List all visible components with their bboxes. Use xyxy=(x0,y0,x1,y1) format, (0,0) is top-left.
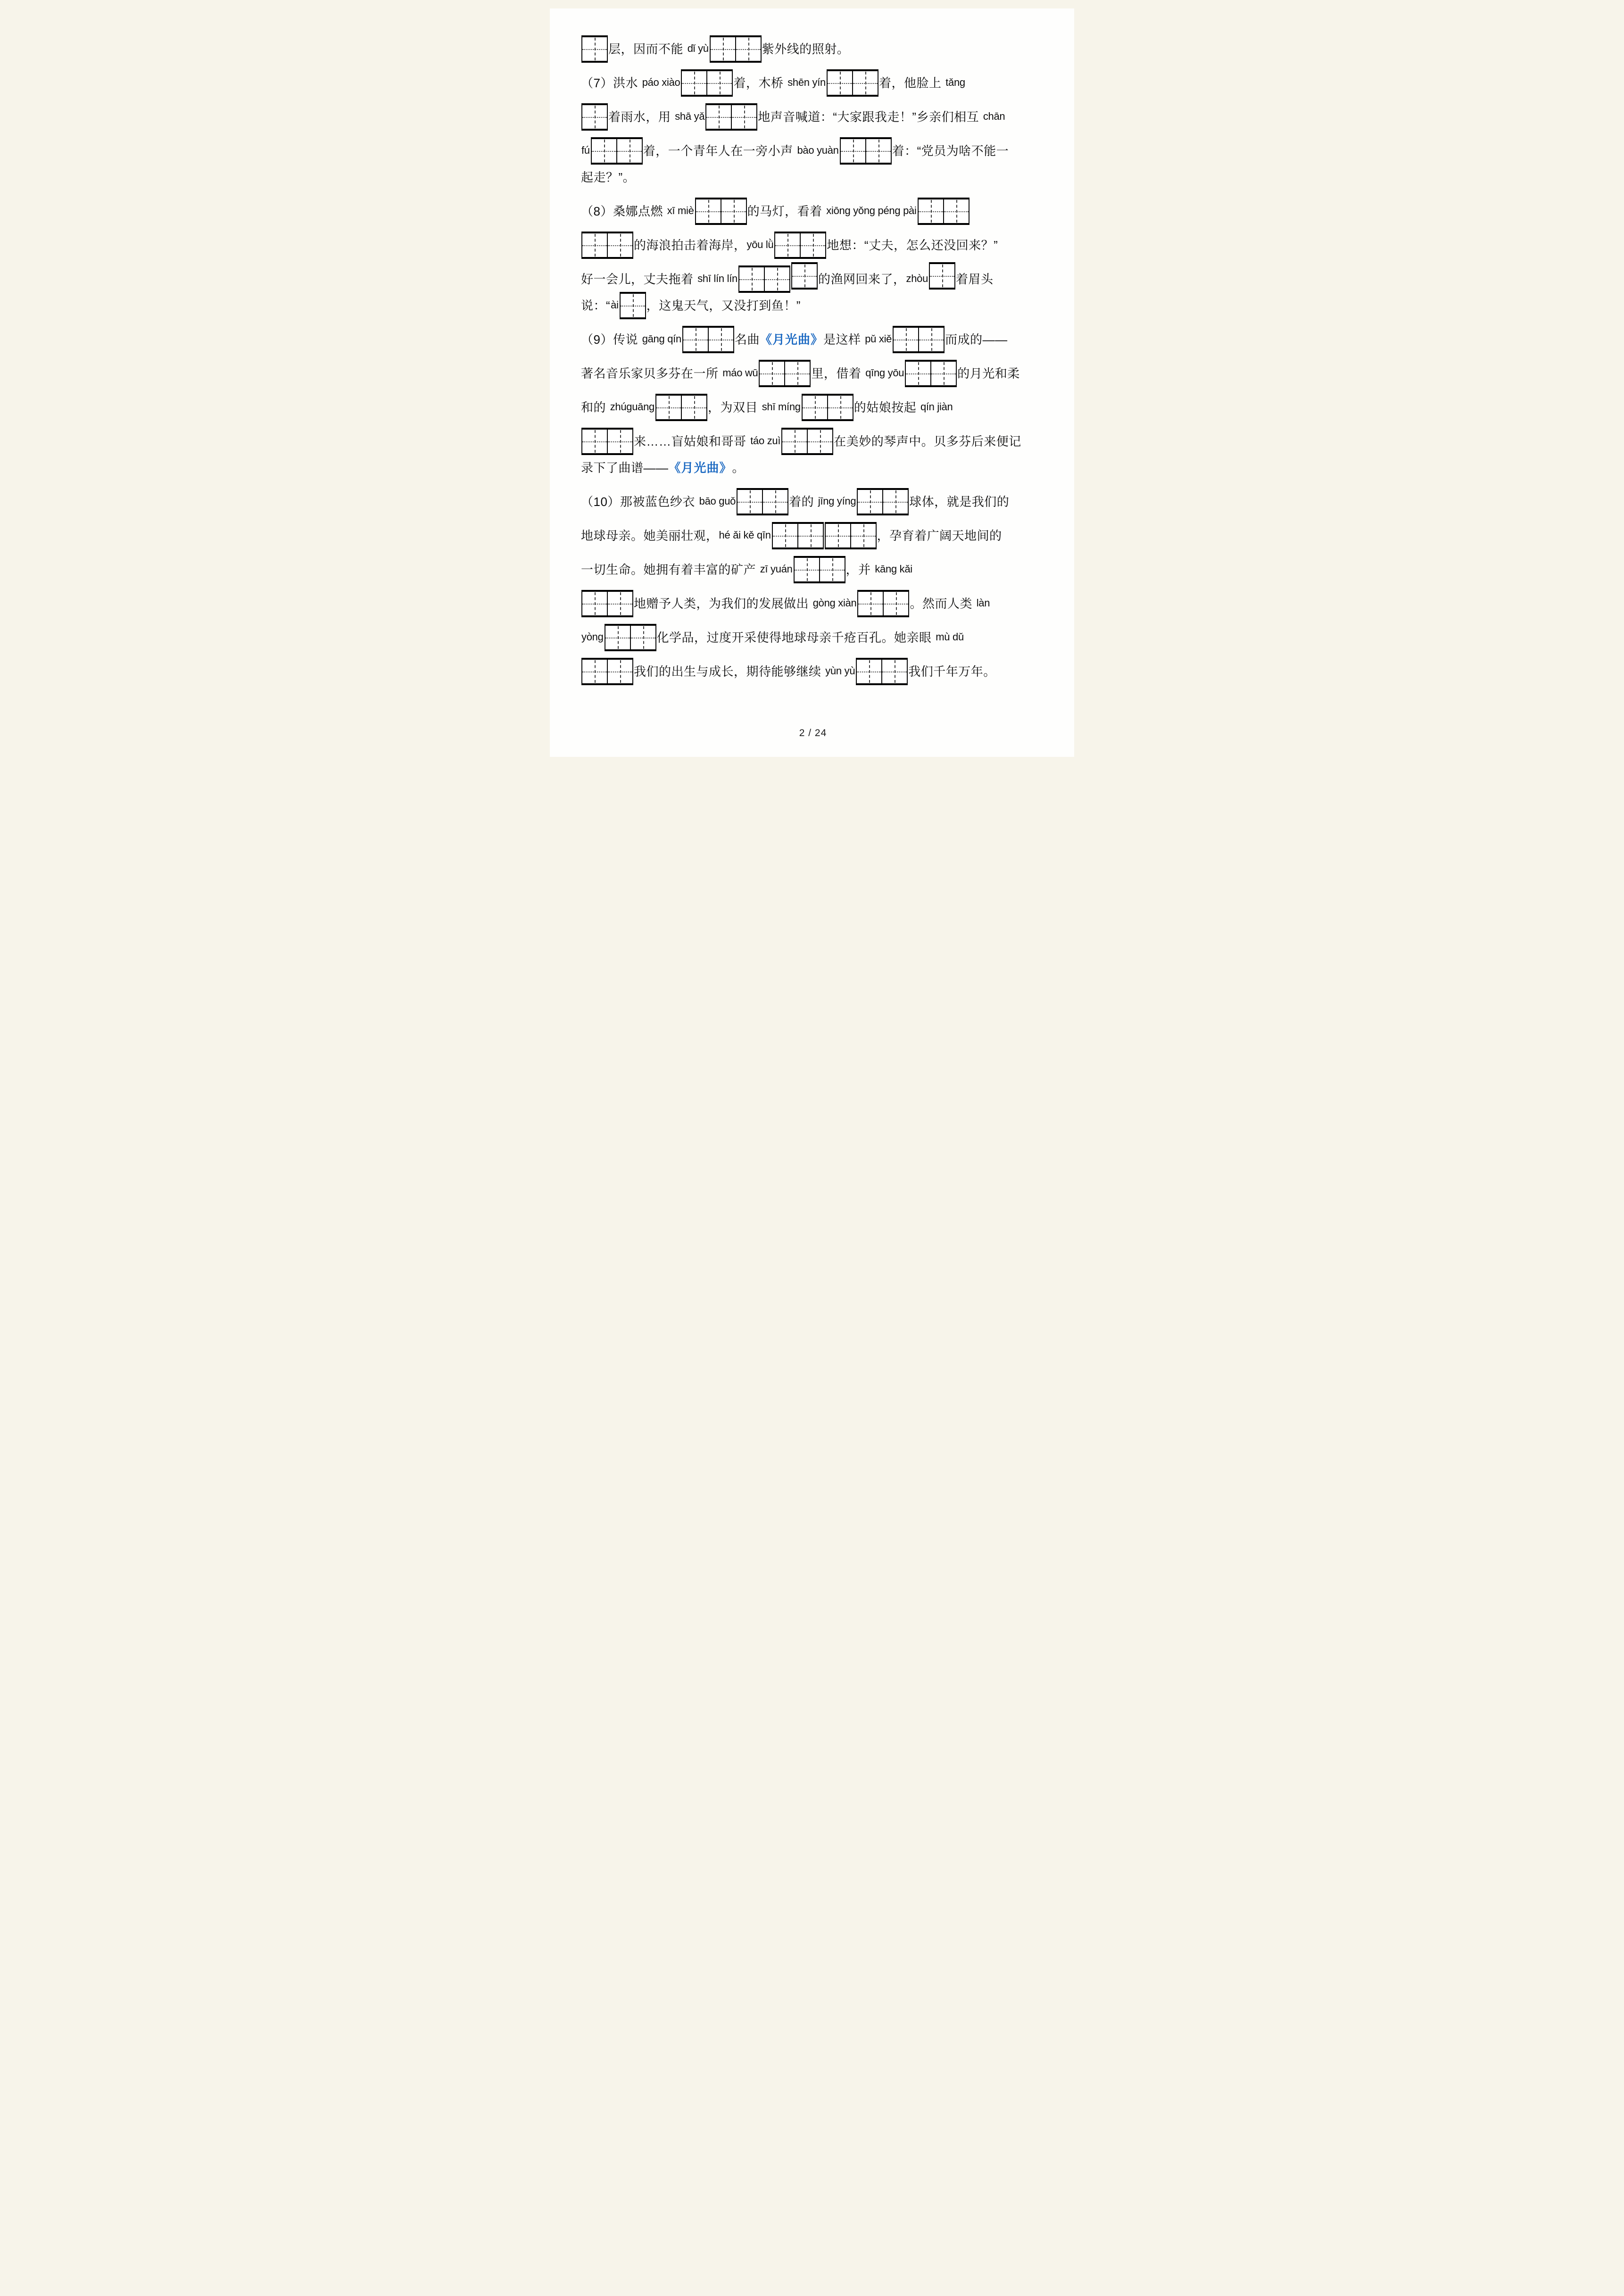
writing-box-group xyxy=(802,394,853,421)
writing-box-cell xyxy=(621,294,645,317)
writing-box-cell xyxy=(605,626,630,649)
text-run: 我们千年万年。 xyxy=(908,664,996,679)
writing-box-group xyxy=(856,658,908,685)
pinyin-run: páo xiào xyxy=(642,76,680,88)
writing-box-cell xyxy=(711,37,735,61)
pinyin-run: shā yǎ xyxy=(675,110,705,122)
text-run: 地球母亲。她美丽壮观， xyxy=(581,529,719,543)
writing-box-cell xyxy=(582,660,607,683)
pinyin-run: gòng xiàn xyxy=(812,597,857,609)
writing-box-cell xyxy=(683,328,708,351)
text-line xyxy=(581,292,1045,319)
pinyin-run: yùn yù xyxy=(825,665,855,677)
writing-box-group xyxy=(857,488,909,515)
writing-box-cell xyxy=(792,264,817,288)
writing-box-group xyxy=(581,658,633,685)
text-run: 是这样 xyxy=(823,332,865,347)
text-line xyxy=(581,360,1045,387)
text-run: 的渔网回来了， xyxy=(818,272,906,286)
writing-box-cell xyxy=(943,199,969,223)
writing-box-cell xyxy=(706,105,731,129)
writing-box-cell xyxy=(582,37,607,61)
writing-box-group xyxy=(581,590,633,617)
pinyin-run: làn xyxy=(976,597,990,609)
writing-box-cell xyxy=(582,233,607,257)
writing-box-cell xyxy=(865,139,891,163)
pinyin-run: ài xyxy=(611,299,619,311)
writing-box-group xyxy=(705,103,757,131)
text-run: 的马灯，看着 xyxy=(747,204,826,218)
text-run: 我们的出生与成长，期待能够继续 xyxy=(634,664,825,679)
text-run: 的海浪拍击着海岸， xyxy=(634,238,746,252)
writing-box-cell xyxy=(894,328,918,351)
writing-box-cell xyxy=(775,233,800,257)
writing-box-cell xyxy=(739,267,764,291)
writing-box-cell xyxy=(882,490,908,514)
writing-box-cell xyxy=(681,396,706,419)
worksheet-page xyxy=(550,8,1074,757)
pinyin-run: máo wū xyxy=(722,367,758,379)
writing-box-cell xyxy=(807,430,832,453)
writing-box-cell xyxy=(827,396,853,419)
book-title: 《月光曲》 xyxy=(668,461,732,475)
text-line xyxy=(581,455,1045,481)
text-line xyxy=(581,164,1045,191)
writing-box-group xyxy=(759,360,811,387)
text-run: 着雨水，用 xyxy=(608,110,675,124)
writing-box-cell xyxy=(737,490,762,514)
writing-box-cell xyxy=(819,558,845,581)
pinyin-run: kāng kǎi xyxy=(875,563,912,575)
pinyin-run: pǔ xiě xyxy=(865,333,892,345)
writing-box-cell xyxy=(795,558,819,581)
writing-box-cell xyxy=(582,430,607,453)
text-line xyxy=(581,70,1045,96)
writing-box-group xyxy=(581,232,633,259)
text-run: ，并 xyxy=(845,563,875,577)
writing-box-cell xyxy=(906,362,930,385)
pinyin-run: yōu lǜ xyxy=(746,239,774,250)
text-line xyxy=(581,36,1045,62)
pinyin-run: qín jiàn xyxy=(920,401,953,413)
pinyin-run: tǎng xyxy=(945,76,965,88)
pinyin-run: bào yuàn xyxy=(797,144,839,156)
writing-box-group xyxy=(695,198,747,225)
text-run: 著名音乐家贝多芬在一所 xyxy=(581,366,722,381)
pinyin-run: shēn yín xyxy=(787,76,826,88)
writing-box-group xyxy=(827,69,878,97)
writing-box-group xyxy=(825,522,877,549)
pinyin-run: shī míng xyxy=(762,401,801,413)
writing-box-cell xyxy=(773,524,797,547)
text-run: 地赠予人类，为我们的发展做出 xyxy=(634,597,812,611)
writing-box-group xyxy=(905,360,957,387)
text-line xyxy=(581,522,1045,549)
pinyin-run: dǐ yù xyxy=(687,42,709,54)
writing-box-cell xyxy=(784,362,810,385)
pinyin-run: táo zuì xyxy=(750,435,781,447)
text-line xyxy=(581,198,1045,224)
writing-box-cell xyxy=(731,105,756,129)
pinyin-run: jīng yíng xyxy=(818,495,856,507)
writing-box-group xyxy=(681,69,733,97)
writing-box-group xyxy=(737,488,788,515)
text-line xyxy=(581,266,1045,292)
writing-box-cell xyxy=(918,328,944,351)
text-run: ，孕育着广阔天地间的 xyxy=(877,529,1002,543)
writing-box-cell xyxy=(803,396,827,419)
pinyin-run: bāo guǒ xyxy=(699,495,736,507)
writing-box-cell xyxy=(881,660,907,683)
pinyin-run: chān xyxy=(983,110,1005,122)
writing-box-cell xyxy=(919,199,943,223)
text-run: ，为双目 xyxy=(707,400,762,414)
writing-box-cell xyxy=(857,660,881,683)
text-run: 而成的—— xyxy=(945,332,1008,347)
writing-box-cell xyxy=(858,592,883,615)
text-run: 好一会儿，丈夫拖着 xyxy=(581,272,697,286)
writing-box-group xyxy=(581,428,633,455)
text-run: 的姑娘按起 xyxy=(853,400,920,414)
pinyin-run: fú xyxy=(581,144,590,156)
writing-box-cell xyxy=(656,396,681,419)
text-run: 里，借着 xyxy=(811,366,865,381)
writing-box-cell xyxy=(696,199,721,223)
text-line xyxy=(581,556,1045,583)
text-run: ，这鬼天气，又没打到鱼！” xyxy=(646,298,801,313)
writing-box-cell xyxy=(782,430,807,453)
text-line xyxy=(581,394,1045,421)
text-line xyxy=(581,658,1045,685)
text-run: （7）洪水 xyxy=(581,76,642,90)
writing-box-cell xyxy=(826,524,850,547)
writing-box-cell xyxy=(607,592,632,615)
text-run: 起走？”。 xyxy=(581,170,636,184)
writing-box-cell xyxy=(607,233,632,257)
writing-box-cell xyxy=(852,71,878,95)
text-run: 化学品，过度开采使得地球母亲千疮百孔。她亲眼 xyxy=(656,630,936,645)
text-run: 。然而人类 xyxy=(910,597,976,611)
pinyin-run: zī yuán xyxy=(760,563,793,575)
writing-box-cell xyxy=(883,592,908,615)
pinyin-run: zhòu xyxy=(906,273,928,284)
text-run: 着，他脸上 xyxy=(878,76,945,90)
text-run: 地想：“丈夫，怎么还没回来？” xyxy=(827,238,998,252)
text-line xyxy=(581,138,1045,164)
writing-box-cell xyxy=(706,71,732,95)
writing-box-cell xyxy=(630,626,655,649)
writing-box-group xyxy=(791,262,818,290)
text-line xyxy=(581,326,1045,353)
writing-box-group xyxy=(840,137,892,165)
writing-box-group xyxy=(581,103,608,131)
pinyin-run: yòng xyxy=(581,631,604,643)
writing-box-group xyxy=(738,265,790,293)
pinyin-run: mù dǔ xyxy=(936,631,964,643)
writing-box-group xyxy=(794,556,845,583)
book-title: 《月光曲》 xyxy=(759,332,823,347)
writing-box-group xyxy=(781,428,833,455)
page-number: 2 / 24 xyxy=(799,728,827,738)
pinyin-run: xī miè xyxy=(667,205,694,216)
writing-box-cell xyxy=(762,490,787,514)
writing-box-cell xyxy=(682,71,706,95)
writing-box-group xyxy=(591,137,643,165)
pinyin-run: qīng yōu xyxy=(865,367,904,379)
writing-box-group xyxy=(682,326,734,353)
writing-box-cell xyxy=(930,264,954,288)
text-run: 录下了曲谱—— xyxy=(581,461,669,475)
text-run: 在美妙的琴声中。贝多芬后来便记 xyxy=(834,434,1021,448)
pinyin-run: zhúguāng xyxy=(610,401,655,413)
writing-box-group xyxy=(581,35,608,63)
text-run: 和的 xyxy=(581,400,610,414)
writing-box-cell xyxy=(858,490,882,514)
writing-box-group xyxy=(774,232,826,259)
writing-box-cell xyxy=(607,660,632,683)
writing-box-group xyxy=(929,262,955,290)
worksheet-body xyxy=(581,36,1045,715)
writing-box-cell xyxy=(764,267,789,291)
writing-box-cell xyxy=(735,37,761,61)
text-run: 来……盲姑娘和哥哥 xyxy=(634,434,750,448)
text-run: 球体，就是我们的 xyxy=(909,495,1010,509)
writing-box-cell xyxy=(582,592,607,615)
pinyin-run: gāng qín xyxy=(642,333,681,345)
writing-box-cell xyxy=(797,524,823,547)
writing-box-group xyxy=(655,394,707,421)
text-run: （10）那被蓝色纱衣 xyxy=(581,495,699,509)
writing-box-cell xyxy=(721,199,746,223)
text-line xyxy=(581,489,1045,515)
text-run: 。 xyxy=(732,461,745,475)
text-run: 层，因而不能 xyxy=(608,42,687,56)
writing-box-cell xyxy=(800,233,825,257)
writing-box-group xyxy=(605,624,656,651)
text-run: （8）桑娜点燃 xyxy=(581,204,667,218)
text-run: （9）传说 xyxy=(581,332,642,347)
writing-box-group xyxy=(918,198,969,225)
text-run: 一切生命。她拥有着丰富的矿产 xyxy=(581,563,760,577)
text-run: 着：“党员为啥不能一 xyxy=(892,144,1009,158)
writing-box-cell xyxy=(582,105,607,129)
writing-box-group xyxy=(857,590,909,617)
writing-box-cell xyxy=(760,362,784,385)
text-line xyxy=(581,104,1045,130)
text-run: 说：“ xyxy=(581,298,611,313)
writing-box-group xyxy=(772,522,824,549)
text-run: 名曲 xyxy=(734,332,760,347)
writing-box-cell xyxy=(930,362,956,385)
text-run: 紫外线的照射。 xyxy=(762,42,850,56)
pinyin-run: hé ǎi kě qīn xyxy=(719,529,771,541)
text-line xyxy=(581,428,1045,455)
text-line xyxy=(581,590,1045,617)
text-run: 的月光和柔 xyxy=(957,366,1020,381)
text-run: 着的 xyxy=(789,495,818,509)
text-line xyxy=(581,624,1045,651)
text-run: 着眉头 xyxy=(956,272,994,286)
writing-box-cell xyxy=(607,430,632,453)
text-line xyxy=(581,232,1045,258)
writing-box-cell xyxy=(592,139,616,163)
pinyin-run: xiōng yǒng péng pài xyxy=(826,205,917,216)
writing-box-group xyxy=(620,292,646,319)
writing-box-cell xyxy=(708,328,733,351)
text-run: 地声音喊道：“大家跟我走！”乡亲们相互 xyxy=(758,110,983,124)
writing-box-cell xyxy=(828,71,852,95)
writing-box-cell xyxy=(850,524,876,547)
writing-box-group xyxy=(893,326,945,353)
pinyin-run: shī lín lín xyxy=(697,273,737,284)
text-run: 着，一个青年人在一旁小声 xyxy=(643,144,797,158)
writing-box-cell xyxy=(616,139,642,163)
text-run: 着，木桥 xyxy=(733,76,787,90)
writing-box-group xyxy=(710,35,762,63)
writing-box-cell xyxy=(841,139,865,163)
